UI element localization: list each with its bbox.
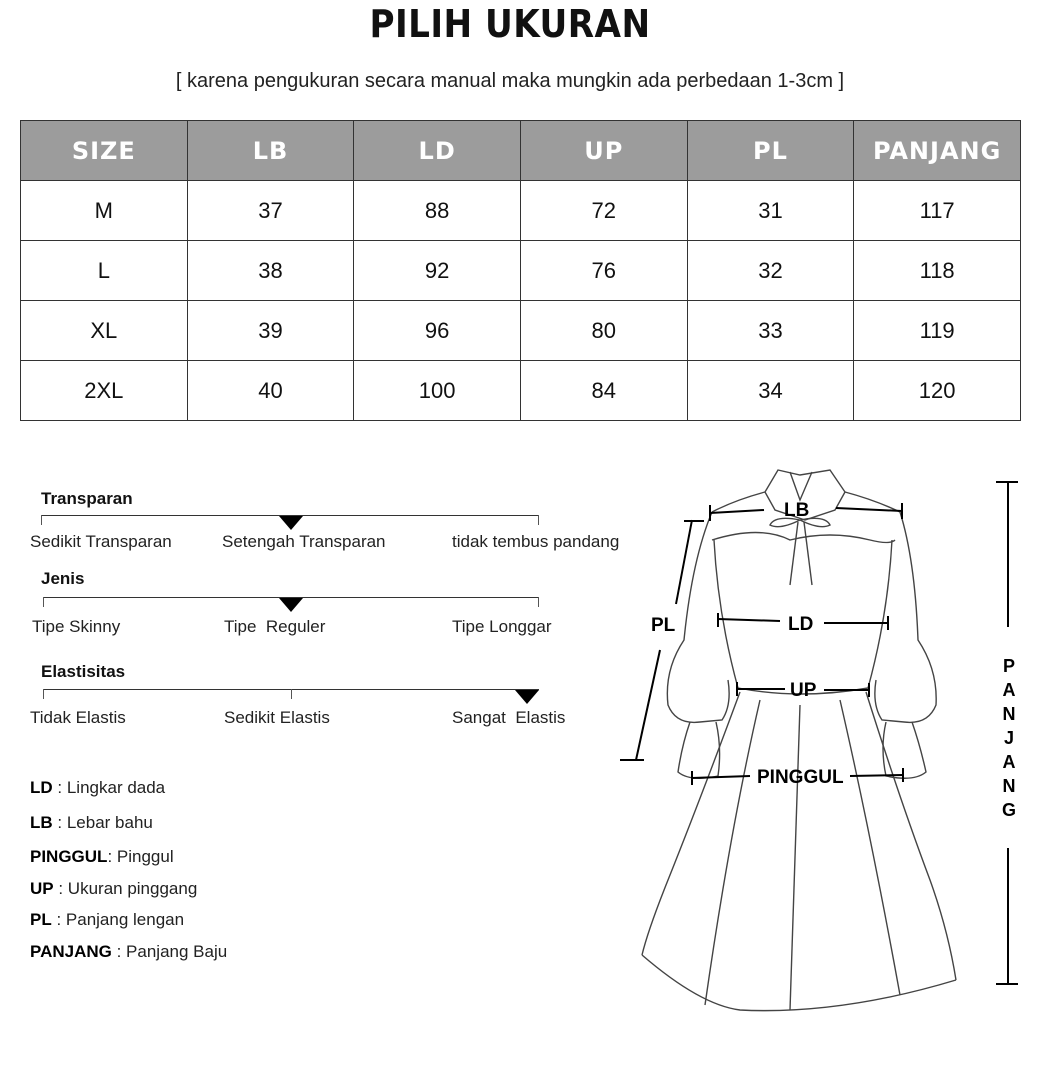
table-cell: 39 bbox=[187, 301, 354, 361]
panjang-letter: G bbox=[1001, 800, 1017, 820]
legend-item bbox=[30, 879, 197, 899]
scale-tick bbox=[43, 689, 44, 699]
legend-abbr: LB bbox=[30, 813, 53, 832]
scale-option: Tipe Longgar bbox=[452, 617, 552, 636]
table-cell: 37 bbox=[187, 181, 354, 241]
table-cell: 88 bbox=[354, 181, 521, 241]
table-row bbox=[21, 181, 1021, 241]
scale-tick bbox=[41, 515, 42, 525]
legend-sep: : bbox=[107, 847, 117, 866]
legend-desc: Lebar bahu bbox=[66, 813, 153, 832]
table-cell: 119 bbox=[854, 301, 1021, 361]
legend-sep: : bbox=[51, 910, 66, 929]
scale-option: Setengah Transparan bbox=[222, 532, 386, 551]
table-cell: 34 bbox=[687, 361, 854, 421]
diagram-labels bbox=[651, 500, 1016, 820]
legend-abbr: UP bbox=[30, 879, 54, 898]
legend-sep: : bbox=[111, 942, 127, 961]
table-header-row bbox=[21, 121, 1021, 181]
scale-label-elastisitas: Elastisitas bbox=[41, 662, 126, 681]
measurement-lines bbox=[620, 482, 1018, 984]
table-cell: 80 bbox=[520, 301, 687, 361]
table-cell: M bbox=[21, 181, 188, 241]
legend-desc: Lingkar dada bbox=[66, 778, 166, 797]
header-up: UP bbox=[520, 121, 687, 181]
legend-abbr: LD bbox=[30, 778, 53, 797]
table-row bbox=[21, 241, 1021, 301]
scale-option: Tipe Skinny bbox=[32, 617, 121, 636]
table-cell: 38 bbox=[187, 241, 354, 301]
legend-desc: Panjang Baju bbox=[126, 942, 228, 961]
header-pl: PL bbox=[687, 121, 854, 181]
dress-diagram bbox=[600, 455, 1040, 1030]
scale-option: Sedikit Elastis bbox=[224, 708, 330, 727]
legend-desc: Ukuran pinggang bbox=[67, 879, 198, 898]
table-cell: 76 bbox=[520, 241, 687, 301]
page-title: PILIH UKURAN bbox=[369, 2, 651, 46]
table-cell: 32 bbox=[687, 241, 854, 301]
scale-tick bbox=[291, 689, 292, 699]
measurement-note: [ karena pengukuran secara manual maka mungkin ada perbedaan 1-3cm ] bbox=[175, 70, 845, 92]
table-cell: 100 bbox=[354, 361, 521, 421]
table-cell: 96 bbox=[354, 301, 521, 361]
header-ld: LD bbox=[354, 121, 521, 181]
header-panjang: PANJANG bbox=[854, 121, 1021, 181]
table-row bbox=[21, 361, 1021, 421]
diagram-label-up: UP bbox=[790, 680, 817, 701]
panjang-letter: N bbox=[1002, 776, 1016, 796]
table-cell: XL bbox=[21, 301, 188, 361]
diagram-label-ld: LD bbox=[788, 614, 814, 635]
table-cell: 40 bbox=[187, 361, 354, 421]
diagram-label-lb: LB bbox=[784, 500, 810, 521]
scale-tick bbox=[538, 515, 539, 525]
panjang-letter: A bbox=[1002, 752, 1016, 772]
table-cell: 33 bbox=[687, 301, 854, 361]
panjang-letter: A bbox=[1002, 680, 1016, 700]
table-cell: 118 bbox=[854, 241, 1021, 301]
table-row bbox=[21, 301, 1021, 361]
scale-label-transparan: Transparan bbox=[41, 489, 133, 508]
table-cell: L bbox=[21, 241, 188, 301]
legend-item bbox=[30, 778, 165, 798]
header-size: SIZE bbox=[21, 121, 188, 181]
table-cell: 117 bbox=[854, 181, 1021, 241]
diagram-label-panjang bbox=[1002, 656, 1016, 820]
legend-item bbox=[30, 847, 174, 867]
size-chart-table bbox=[20, 120, 1021, 421]
legend-abbr: PL bbox=[30, 910, 52, 929]
dress-outline bbox=[642, 470, 956, 1011]
scale-option: tidak tembus pandang bbox=[452, 532, 620, 551]
table-cell: 120 bbox=[854, 361, 1021, 421]
scale-option: Sedikit Transparan bbox=[30, 532, 172, 551]
table-cell: 2XL bbox=[21, 361, 188, 421]
header-lb: LB bbox=[187, 121, 354, 181]
table-cell: 31 bbox=[687, 181, 854, 241]
scale-tick bbox=[43, 597, 44, 607]
legend-sep: : bbox=[52, 778, 67, 797]
scale-option: Tidak Elastis bbox=[30, 708, 126, 727]
panjang-letter: N bbox=[1002, 704, 1016, 724]
selected-marker-icon bbox=[279, 516, 303, 530]
diagram-label-pinggul: PINGGUL bbox=[757, 767, 844, 788]
legend-desc: Pinggul bbox=[116, 847, 174, 866]
scale-option: Tipe Reguler bbox=[224, 617, 326, 636]
legend-item bbox=[30, 813, 153, 833]
table-cell: 84 bbox=[520, 361, 687, 421]
legend-abbr: PANJANG bbox=[30, 942, 112, 961]
legend-item bbox=[30, 910, 184, 930]
table-cell: 72 bbox=[520, 181, 687, 241]
scale-tick bbox=[538, 597, 539, 607]
table-cell: 92 bbox=[354, 241, 521, 301]
panjang-letter: P bbox=[1002, 656, 1016, 676]
diagram-label-pl: PL bbox=[651, 615, 676, 636]
panjang-letter: J bbox=[1003, 728, 1015, 748]
selected-marker-icon bbox=[279, 598, 303, 612]
legend-item bbox=[30, 942, 227, 962]
selected-marker-icon bbox=[515, 690, 539, 704]
legend-desc: Panjang lengan bbox=[65, 910, 185, 929]
scale-label-jenis: Jenis bbox=[41, 569, 85, 588]
legend-sep: : bbox=[53, 879, 68, 898]
legend-sep: : bbox=[52, 813, 67, 832]
legend-abbr: PINGGUL bbox=[30, 847, 108, 866]
scale-option: Sangat Elastis bbox=[452, 708, 566, 727]
